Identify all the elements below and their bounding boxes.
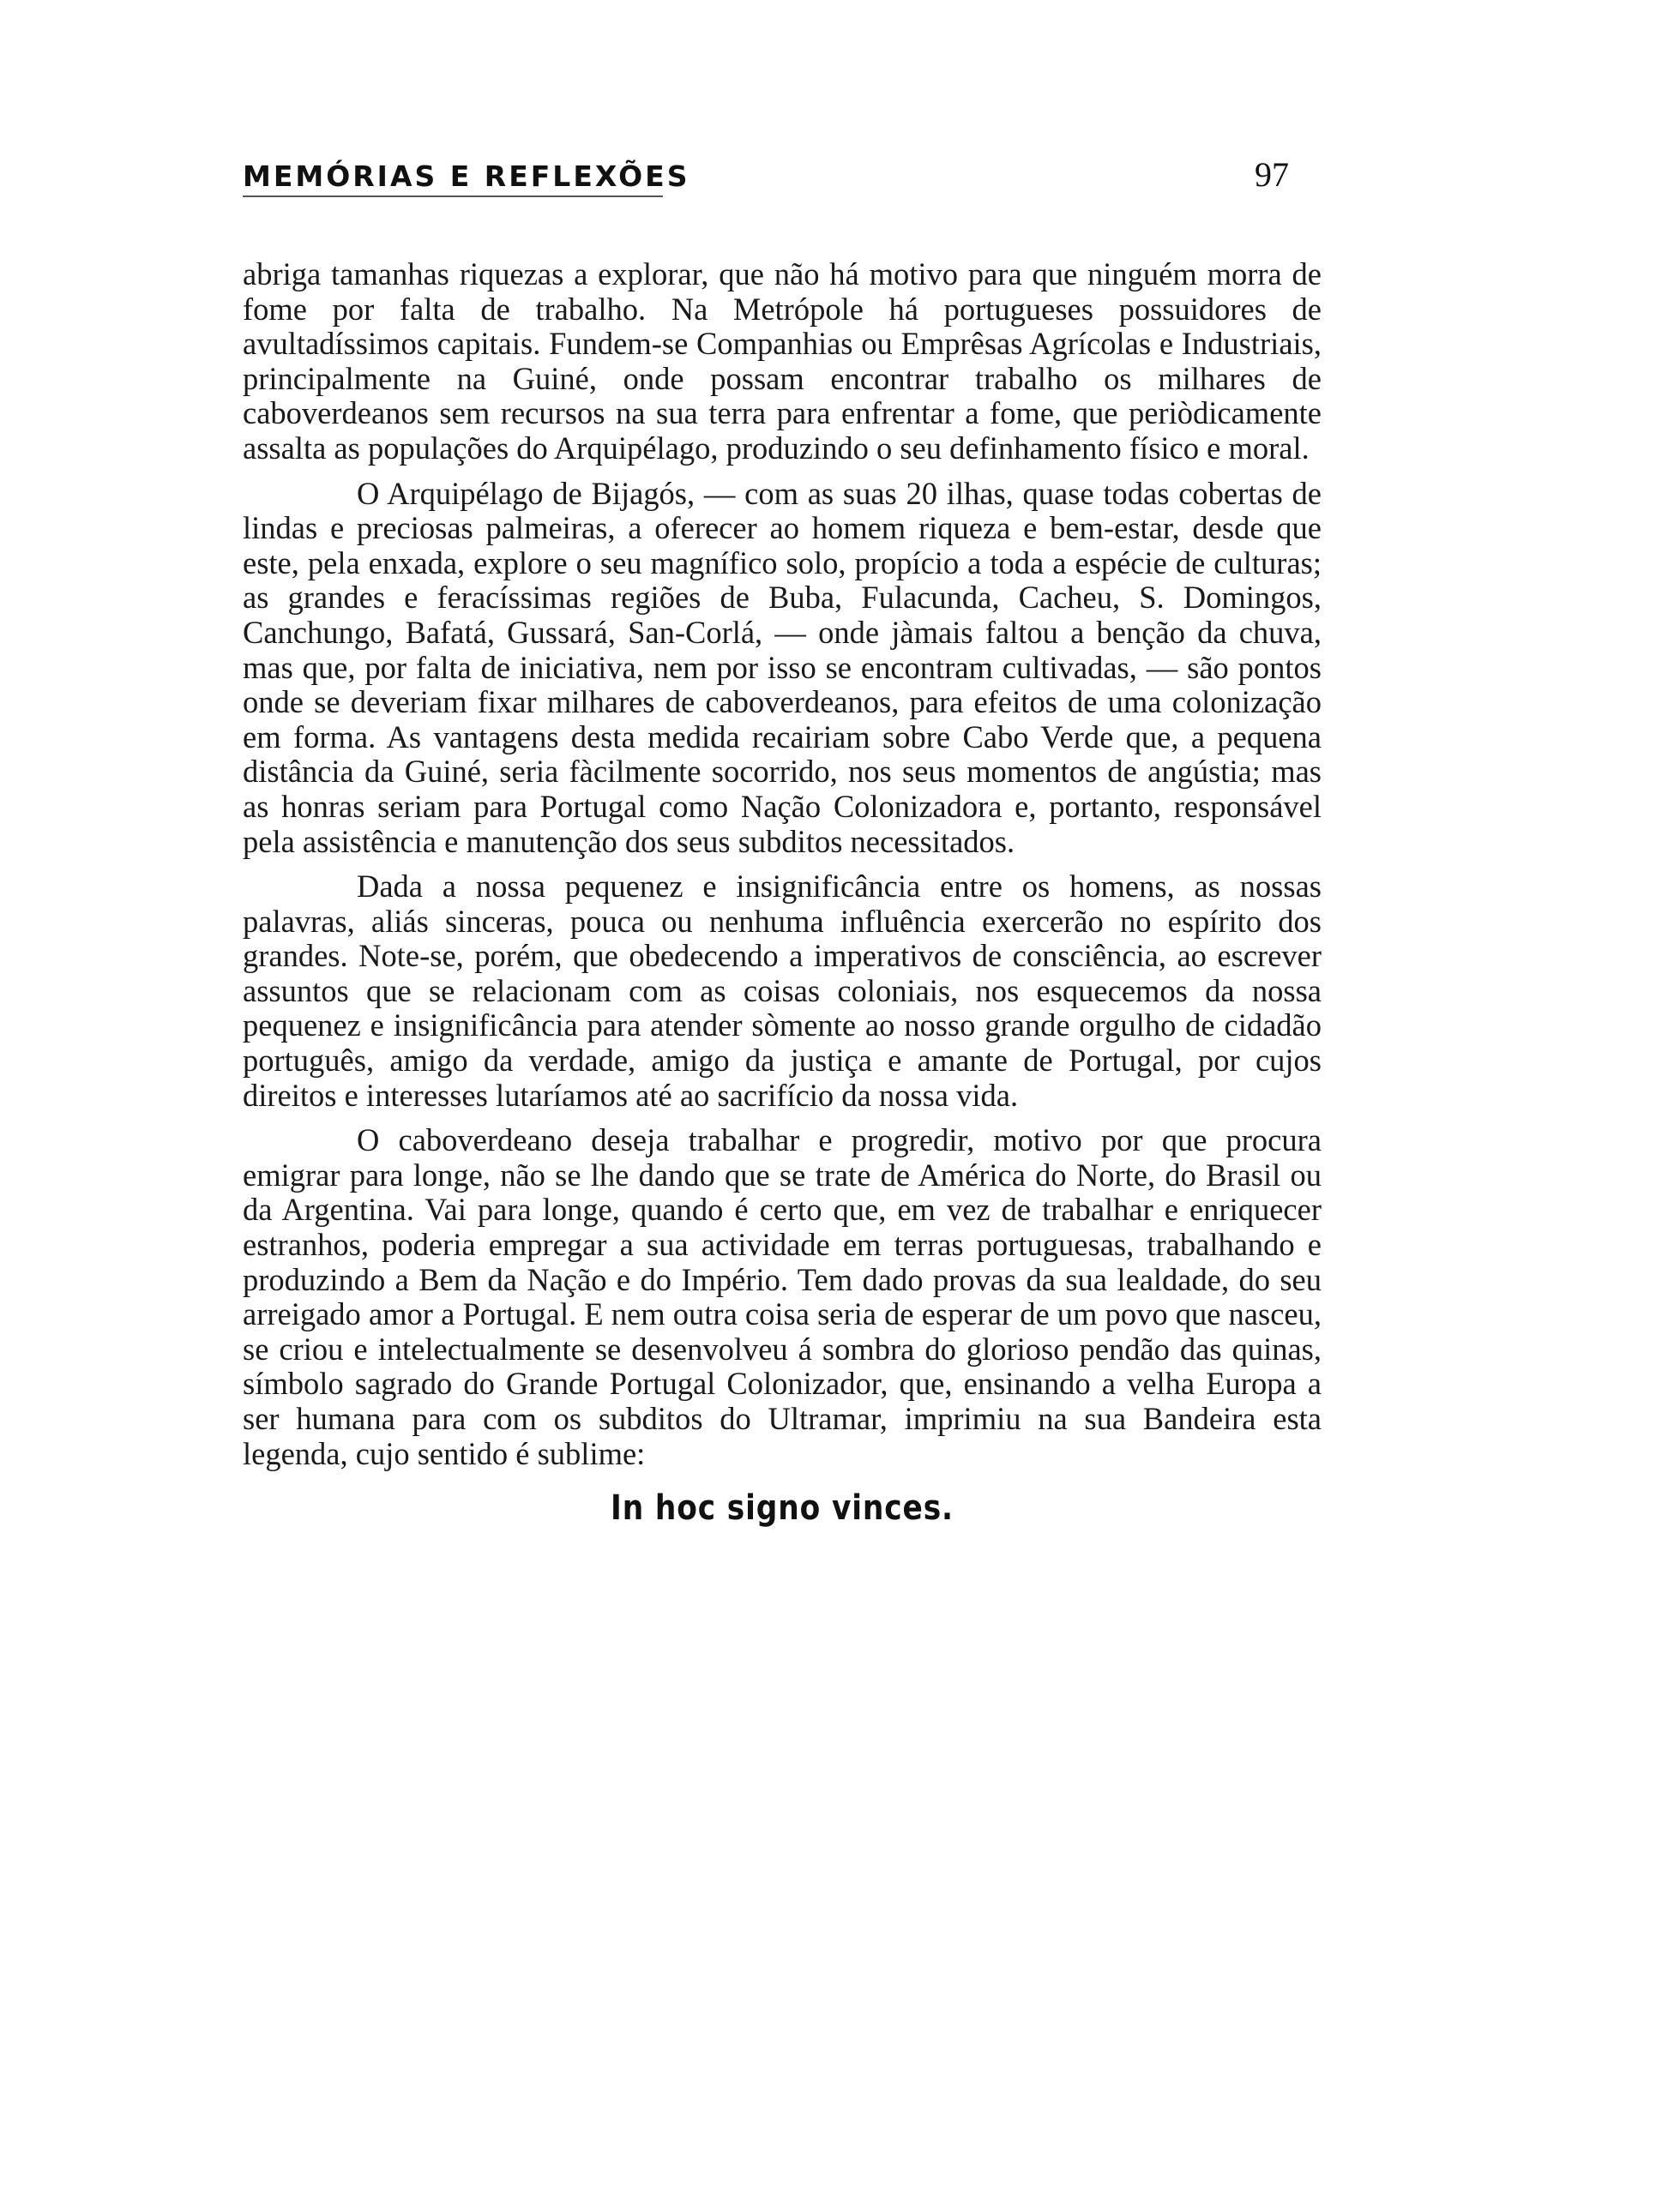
paragraph-2: O Arquipélago de Bijagós, — com as suas 20 ilhas, quase todas cobertas de lindas e preciosas palmeiras, a oferecer ao homem riqueza e bem-estar, desde que este, pela enxada, explore o seu magnífico solo, propício a toda a espécie de culturas; as grandes e feracíssimas regiões de Buba, Fulacunda, Cacheu, S. Domingos, Canchungo, Bafatá, Gussará, San-Corlá, — onde jàmais faltou a benção da chuva, mas que, por falta de iniciativa, nem por isso se encontram cultivadas, — são pontos onde se deveriam fixar milhares de caboverdeanos, para efeitos de uma colonização em forma. As vantagens desta medida recairiam sobre Cabo Verde que, a pequena distância da Guiné, seria fàcilmente socorrido, nos seus momentos de angústia; mas as honras seriam para Portugal como Nação Colonizadora e, portanto, responsável pela assistência e manutenção dos seus subditos necessitados. <box>243 475 1322 859</box>
running-header <box>243 154 1289 206</box>
paragraph-1: abriga tamanhas riquezas a explorar, que não há motivo para que ninguém morra de fome por falta de trabalho. Na Metrópole há portugueses possuidores de avultadíssimos capitais. Fundem-se Companhias ou Emprêsas Agrícolas e Industriais, principalmente na Guiné, onde possam encontrar trabalho os milhares de caboverdeanos sem recursos na sua terra para enfrentar a fome, que periòdicamente assalta as populações do Arquipélago, produzindo o seu definhamento físico e moral. <box>243 256 1322 466</box>
paragraph-3: Dada a nossa pequenez e insignificância entre os homens, as nossas palavras, aliás sinceras, pouca ou nenhuma influência exercerão no espírito dos grandes. Note-se, porém, que obedecendo a imperativos de consciência, ao escrever assuntos que se relacionam com as coisas coloniais, nos esquecemos da nossa pequenez e insignificância para atender sòmente ao nosso grande orgulho de cidadão português, amigo da verdade, amigo da justiça e amante de Portugal, por cujos direitos e interesses lutaríamos até ao sacrifício da nossa vida. <box>243 869 1322 1113</box>
latin-motto: In hoc signo vinces. <box>611 1488 954 1529</box>
paragraph-4: O caboverdeano deseja trabalhar e progredir, motivo por que procura emigrar para longe, não se lhe dando que se trate de América do Norte, do Brasil ou da Argentina. Vai para longe, quando é certo que, em vez de trabalhar e enriquecer estranhos, poderia empregar a sua actividade em terras portuguesas, trabalhando e produzindo a Bem da Nação e do Império. Tem dado provas da sua lealdade, do seu arreigado amor a Portugal. E nem outra coisa seria de esperar de um povo que nasceu, se criou e intelectualmente se desenvolveu á sombra do glorioso pendão das quinas, símbolo sagrado do Grande Portugal Colonizador, que, ensinando a velha Europa a ser humana para com os subditos do Ultramar, imprimiu na sua Bandeira esta legenda, cujo sentido é sublime: <box>243 1122 1322 1471</box>
header-rule <box>243 195 663 197</box>
body-text <box>243 257 1322 1528</box>
running-title: MEMÓRIAS E REFLEXÕES <box>243 159 690 193</box>
page-number: 97 <box>1255 155 1289 194</box>
